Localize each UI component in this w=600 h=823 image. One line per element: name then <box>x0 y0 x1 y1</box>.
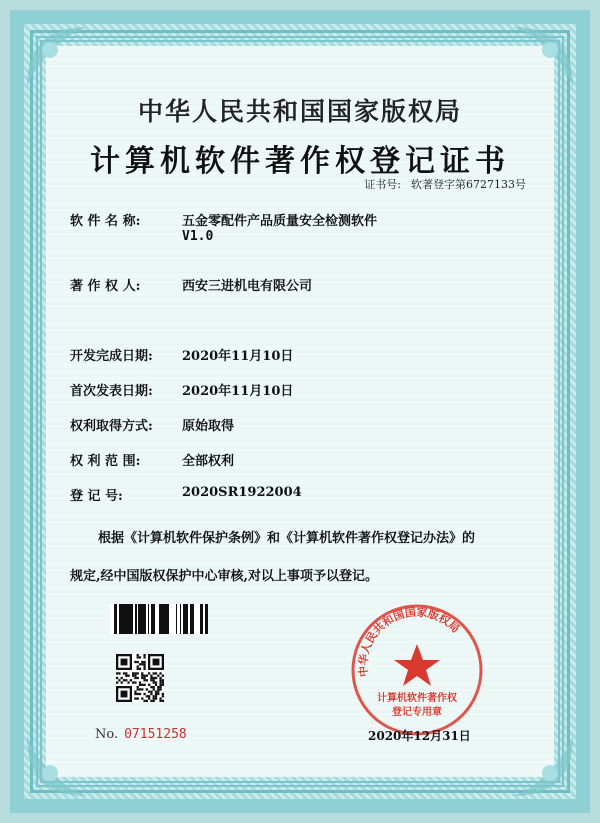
field-software-name <box>70 210 377 244</box>
field-version: V1.0 <box>182 229 214 244</box>
certificate-title: 计算机软件著作权登记证书 <box>90 144 510 179</box>
barcode-icon <box>110 604 208 634</box>
field-label: 软 件 名 称: <box>70 214 141 229</box>
corner-ornament-icon <box>22 731 92 801</box>
svg-text:中华人民共和国国家版权局: 中华人民共和国国家版权局 <box>356 605 463 678</box>
field-value: 2020年11月10日 <box>182 349 294 364</box>
field-rights-scope <box>70 450 234 469</box>
field-value: 全部权利 <box>182 454 235 469</box>
field-registration-number <box>70 485 302 504</box>
field-completion-date <box>70 345 293 364</box>
serial-number <box>95 727 187 742</box>
field-value: 五金零配件产品质量安全检测软件 <box>182 214 378 229</box>
field-label: 开发完成日期: <box>70 349 153 364</box>
cert-number-label: 证书号: <box>364 178 401 191</box>
field-acquisition-method <box>70 415 234 434</box>
serial-value: 07151258 <box>124 727 187 742</box>
field-value: 2020年11月10日 <box>182 384 294 399</box>
issue-date: 2020年12月31日 <box>368 729 471 743</box>
corner-ornament-icon <box>508 731 578 801</box>
official-seal <box>347 600 487 740</box>
statement-line-2: 规定,经中国版权保护中心审核,对以上事项予以登记。 <box>70 569 379 584</box>
serial-prefix: No. <box>95 727 119 742</box>
svg-text:登记专用章: 登记专用章 <box>392 707 442 718</box>
cert-number-value: 软著登字第6727133号 <box>411 178 526 191</box>
field-label: 权利取得方式: <box>70 419 153 434</box>
issuer-title: 中华人民共和国国家版权局 <box>137 97 462 126</box>
field-value: 原始取得 <box>182 419 235 434</box>
field-label: 首次发表日期: <box>70 384 153 399</box>
field-publish-date <box>70 380 293 399</box>
statement-paragraph <box>70 520 540 596</box>
corner-ornament-icon <box>508 22 578 92</box>
qr-code-icon <box>116 654 164 702</box>
field-label: 登 记 号: <box>70 489 123 504</box>
field-label: 权 利 范 围: <box>70 454 141 469</box>
field-value: 西安三进机电有限公司 <box>182 279 313 294</box>
corner-ornament-icon <box>22 22 92 92</box>
field-value: 2020SR1922004 <box>182 485 302 500</box>
field-label: 著 作 权 人: <box>70 279 141 294</box>
svg-text:计算机软件著作权: 计算机软件著作权 <box>377 693 457 704</box>
certificate-number <box>364 176 526 192</box>
statement-line-1: 根据《计算机软件保护条例》和《计算机软件著作权登记办法》的 <box>98 531 476 546</box>
field-copyright-owner <box>70 275 312 294</box>
star-icon <box>394 644 440 686</box>
